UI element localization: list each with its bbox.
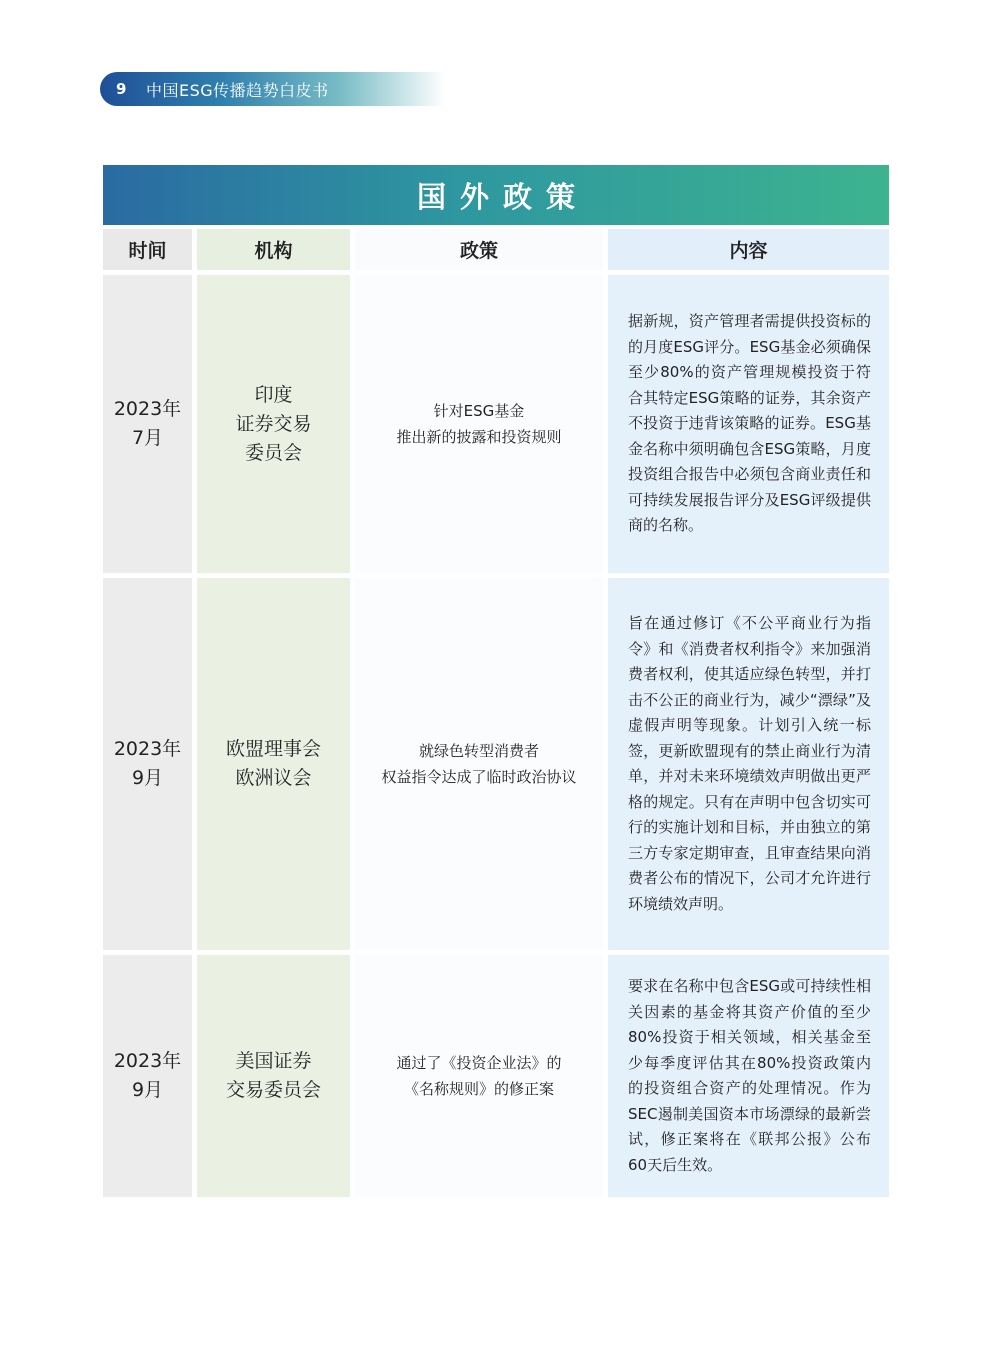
content-text: 据新规，资产管理者需提供投资标的的月度ESG评分。ESG基金必须确保至少80%的资产管理规模投资于符合其特定ESG策略的证券，其余资产不投资于违背该策略的证券。ESG基金名称中须明确包含ESG策略，月度投资组合报告中必须包含商业责任和可持续发展报告评分及ESG评级提供商的名称。 [628,312,871,535]
table-cell-time [103,578,192,950]
time-text: 2023年 9月 [113,1050,182,1101]
content-text: 旨在通过修订《不公平商业行为指令》和《消费者权利指令》来加强消费者权利，使其适应绿色转型，并打击不公正的商业行为，减少“漂绿”及虚假声明等现象。计划引入统一标签，更新欧盟现有的禁止商业行为清单，并对未来环境绩效声明做出更严格的规定。只有在声明中包含切实可行的实施计划和目标，并由独立的第三方专家定期审查，且审查结果向消费者公布的情况下，公司才允许进行环境绩效声明。 [628,614,871,913]
content-text: 要求在名称中包含ESG或可持续性相关因素的基金将其资产价值的至少80%投资于相关领域，相关基金至少每季度评估其在80%投资政策内的投资组合资产的处理情况。作为SEC遏制美国资本市场漂绿的最新尝试，修正案将在《联邦公报》公布60天后生效。 [628,977,871,1174]
column-header-content: 内容 [608,229,889,270]
time-text: 2023年 9月 [113,738,182,789]
column-header-time: 时间 [103,229,192,270]
table-cell-organization [197,275,350,573]
organization-text: 美国证券 交易委员会 [225,1050,321,1101]
table-cell-policy [355,955,603,1197]
organization-text: 印度 证券交易 委员会 [235,383,312,464]
section-banner [103,165,889,225]
section-title: 国外政策 [416,179,589,214]
table-cell-organization [197,955,350,1197]
policy-text: 通过了《投资企业法》的 《名称规则》的修正案 [396,1054,562,1098]
policy-text: 针对ESG基金 推出新的披露和投资规则 [396,402,562,446]
table-cell-policy [355,275,603,573]
table-cell-organization [197,578,350,950]
document-title: 中国ESG传播趋势白皮书 [146,80,329,100]
column-header-organization: 机构 [197,229,350,270]
column-header-policy: 政策 [355,229,603,270]
table-cell-content [608,955,889,1197]
table-cell-time [103,275,192,573]
table-cell-policy [355,578,603,950]
organization-text: 欧盟理事会 欧洲议会 [225,738,321,789]
table-cell-time [103,955,192,1197]
page-number: 9 [116,80,127,98]
time-text: 2023年 7月 [113,398,182,449]
page-header [100,72,445,106]
table-cell-content [608,275,889,573]
policy-text: 就绿色转型消费者 权益指令达成了临时政治协议 [381,742,577,786]
table-cell-content [608,578,889,950]
